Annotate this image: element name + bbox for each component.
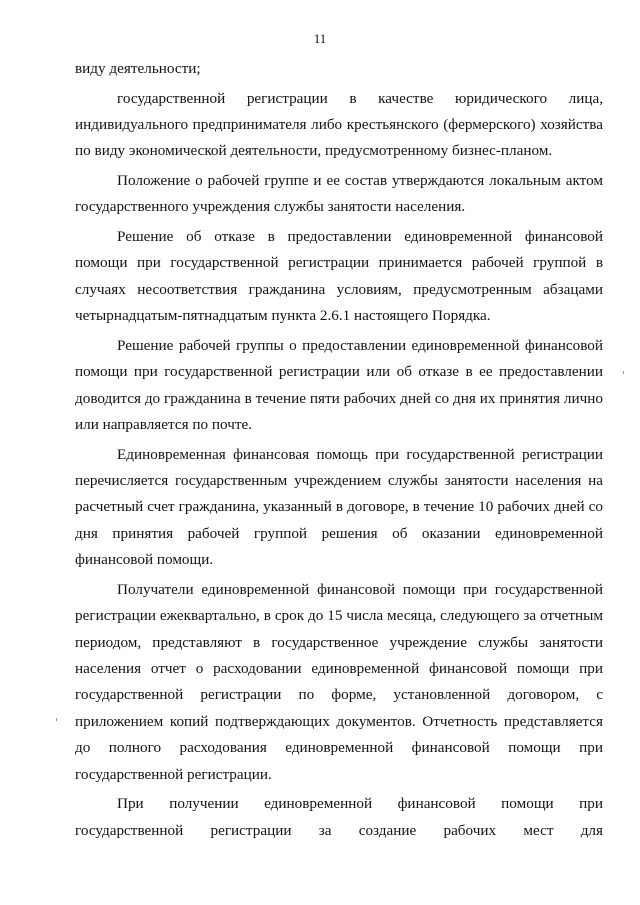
paragraph-5: Решение рабочей группы о предоставлении единовременной финансовой помощи при государственной регистрации или об отказе в ее предоставлении доводится до гражданина в течение пяти рабочих дней со дня их принятия лично или направляется по почте. xyxy=(75,336,603,434)
paragraph-8: При получении единовременной финансовой помощи при государственной регистрации за создание рабочих мест для xyxy=(75,795,603,839)
paragraph-2: государственной регистрации в качестве юридического лица, индивидуального предпринимателя либо крестьянского (фермерского) хозяйства по виду экономической деятельности, предусмотренному бизнес-планом. xyxy=(75,89,603,160)
page-number: 11 xyxy=(313,31,327,46)
paragraph-6: Единовременная финансовая помощь при государственной регистрации перечисляется государственным учреждением службы занятости населения на расчетный счет гражданина, указанный в договоре, в течение 10 рабочих дней со дня принятия рабочей группой решения об оказании единовременной финансовой помощи. xyxy=(75,445,603,569)
paragraph-1: виду деятельности; xyxy=(75,60,201,77)
paragraph-7: Получатели единовременной финансовой помощи при государственной регистрации ежеквартально, в срок до 15 числа месяца, следующего за отчетным периодом, представляют в государственное учреждение службы занятости населения отчет о расходовании единовременной финансовой помощи при государственной регистрации по форме, установленной договором, с приложением копий подтверждающих документов. Отчетность представляется до полного расходования единовременной финансовой помощи при государственной регистрации. xyxy=(75,580,603,783)
scan-mark xyxy=(56,718,57,721)
paragraph-4: Решение об отказе в предоставлении единовременной финансовой помощи при государственной регистрации принимается рабочей группой в случаях несоответствия гражданина условиям, предусмотренным абзацами четырнадцатым-пятнадцатым пункта 2.6.1 настоящего Порядка. xyxy=(75,228,603,325)
document-body xyxy=(75,56,603,847)
scan-mark xyxy=(623,371,624,374)
paragraph-3: Положение о рабочей группе и ее состав утверждаются локальным актом государственного учреждения службы занятости населения. xyxy=(75,172,603,216)
